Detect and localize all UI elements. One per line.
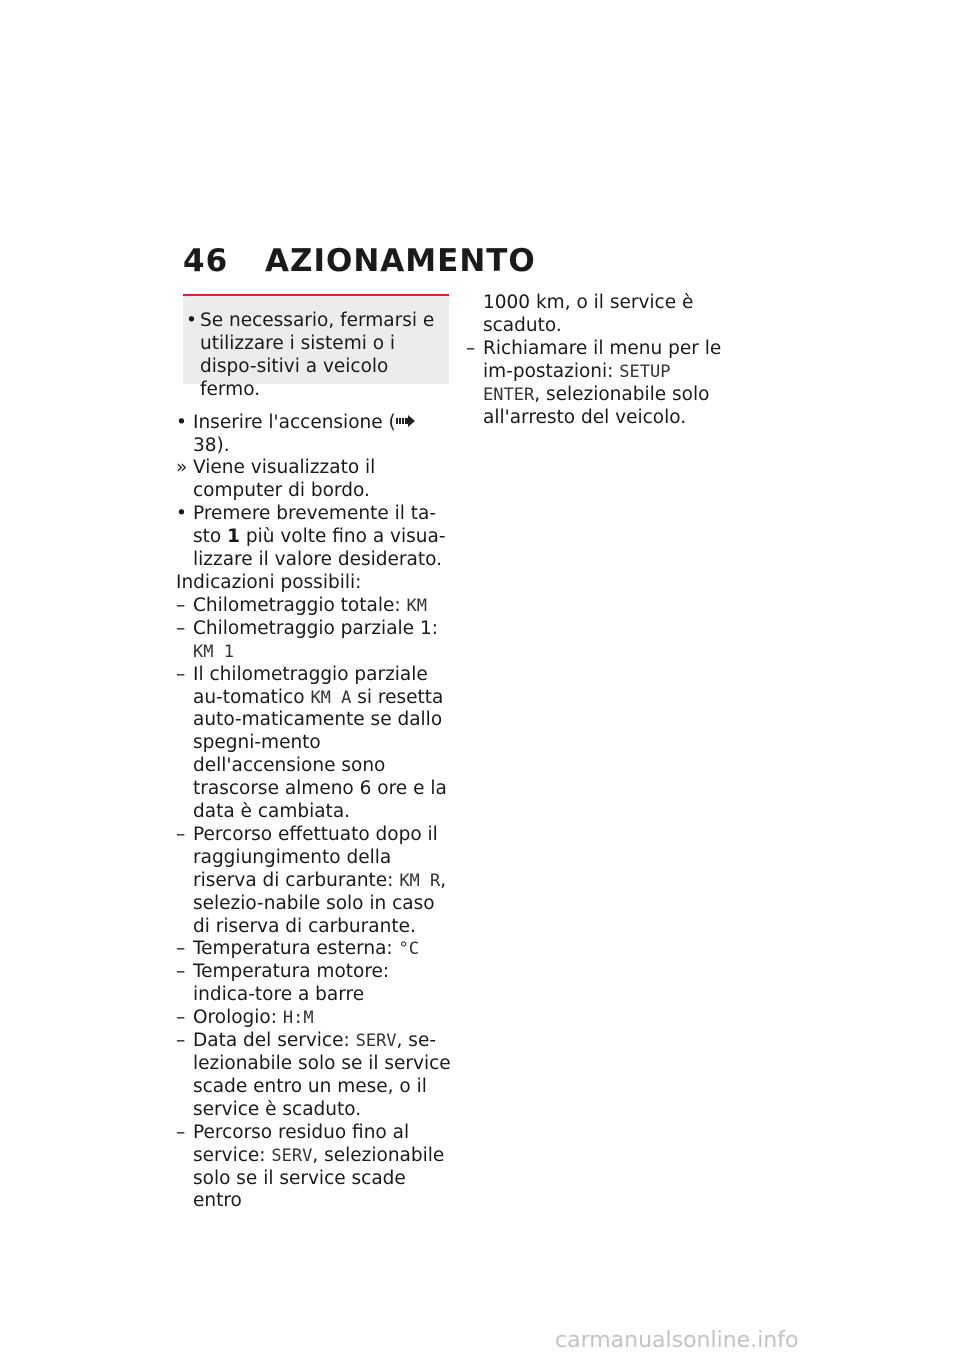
bullet-marker: • [176, 411, 187, 433]
chapter-title: AZIONAMENTO [265, 243, 536, 279]
step-text-end: ). [216, 434, 230, 456]
dash-marker: – [176, 617, 186, 639]
result-marker: » [176, 457, 188, 479]
list-item [176, 824, 452, 939]
list-item [176, 1007, 452, 1030]
page-number: 46 [183, 243, 229, 279]
bullet-marker: • [186, 310, 197, 331]
result-text: Viene visualizzato il computer di bordo. [193, 457, 376, 502]
dash-marker: – [176, 1030, 186, 1052]
step-press-key [176, 503, 452, 572]
indications-heading: Indicazioni possibili: [176, 571, 362, 593]
item-text: Chilometraggio totale: [193, 594, 407, 616]
note-text: Se necessario, fermarsi e utilizzare i sistemi o i dispo-sitivi a veicolo fermo. [200, 310, 435, 400]
arrow-right-icon [396, 415, 416, 427]
item-text: Richiamare il menu per le im-postazioni: [483, 337, 722, 382]
display-code: SERV [271, 1145, 313, 1166]
list-item [176, 938, 452, 961]
list-item [176, 961, 452, 1007]
item-text: Orologio: [193, 1007, 283, 1029]
display-code: KM R [399, 870, 441, 891]
item-text-end: , selezionabile solo all'arresto del veicolo. [483, 383, 710, 428]
dash-marker: – [176, 823, 186, 845]
continuation-text: 1000 km, o il service è scaduto. [483, 292, 694, 336]
page-reference: 38 [193, 434, 217, 456]
list-item [176, 595, 452, 618]
column-left [176, 310, 452, 1213]
display-code: SERV [355, 1031, 397, 1052]
list-item-setup [466, 338, 736, 430]
dash-marker: – [176, 663, 186, 685]
page-header [183, 243, 536, 279]
item-text: Percorso effettuato dopo il raggiungimento della riserva di carburante: [193, 823, 438, 891]
item-text-end: , se-lezionabile solo se il service scade entro un mese, o il service è scaduto. [193, 1030, 451, 1120]
display-code: H:M [282, 1008, 314, 1029]
list-item [176, 1030, 452, 1122]
dash-marker: – [176, 961, 186, 983]
bullet-marker: • [176, 503, 187, 525]
item-text: Il chilometraggio parziale au-tomatico [193, 663, 428, 708]
list-item [176, 1122, 452, 1214]
dash-marker: – [176, 938, 186, 960]
item-text: Percorso residuo fino al service: [193, 1121, 410, 1166]
display-code: KM [406, 595, 427, 616]
item-text: Chilometraggio parziale 1: [193, 617, 438, 639]
dash-marker: – [176, 594, 186, 616]
display-code: KM A [310, 687, 352, 708]
step-text: Inserire l'accensione ( [193, 411, 396, 433]
item-text-end: , selezionabile solo se il service scade entro [193, 1144, 445, 1212]
dash-marker: – [176, 1121, 186, 1143]
list-item [176, 618, 452, 664]
step-ignition [176, 412, 452, 458]
display-code: SETUP ENTER [483, 361, 671, 405]
step-text: Premere brevemente il ta-sto [193, 503, 437, 548]
step-text-end: più volte fino a visua-lizzare il valore desiderato. [193, 526, 446, 571]
item-text: Temperatura esterna: [193, 938, 399, 960]
safety-note [176, 310, 452, 402]
key-label: 1 [227, 526, 240, 548]
column-right [466, 292, 736, 429]
dash-marker: – [176, 1007, 186, 1029]
watermark: carmanualsonline.info [555, 1328, 799, 1353]
result-display [176, 457, 452, 503]
item-text: Temperatura motore: indica-tore a barre [193, 961, 390, 1006]
indications-list [176, 595, 452, 1213]
item-text-end: , selezio-nabile solo in caso di riserva di carburante. [193, 869, 447, 937]
list-item [176, 664, 452, 824]
item-text-end: si resetta auto-maticamente se dallo spegni-mento dell'accensione sono trascorse almeno 6 ore e la data è cambiata. [193, 686, 447, 823]
dash-marker: – [466, 337, 476, 359]
list-item-continuation [466, 292, 736, 338]
display-code: °C [398, 939, 420, 960]
display-code: KM 1 [193, 641, 234, 662]
item-text: Data del service: [193, 1030, 356, 1052]
